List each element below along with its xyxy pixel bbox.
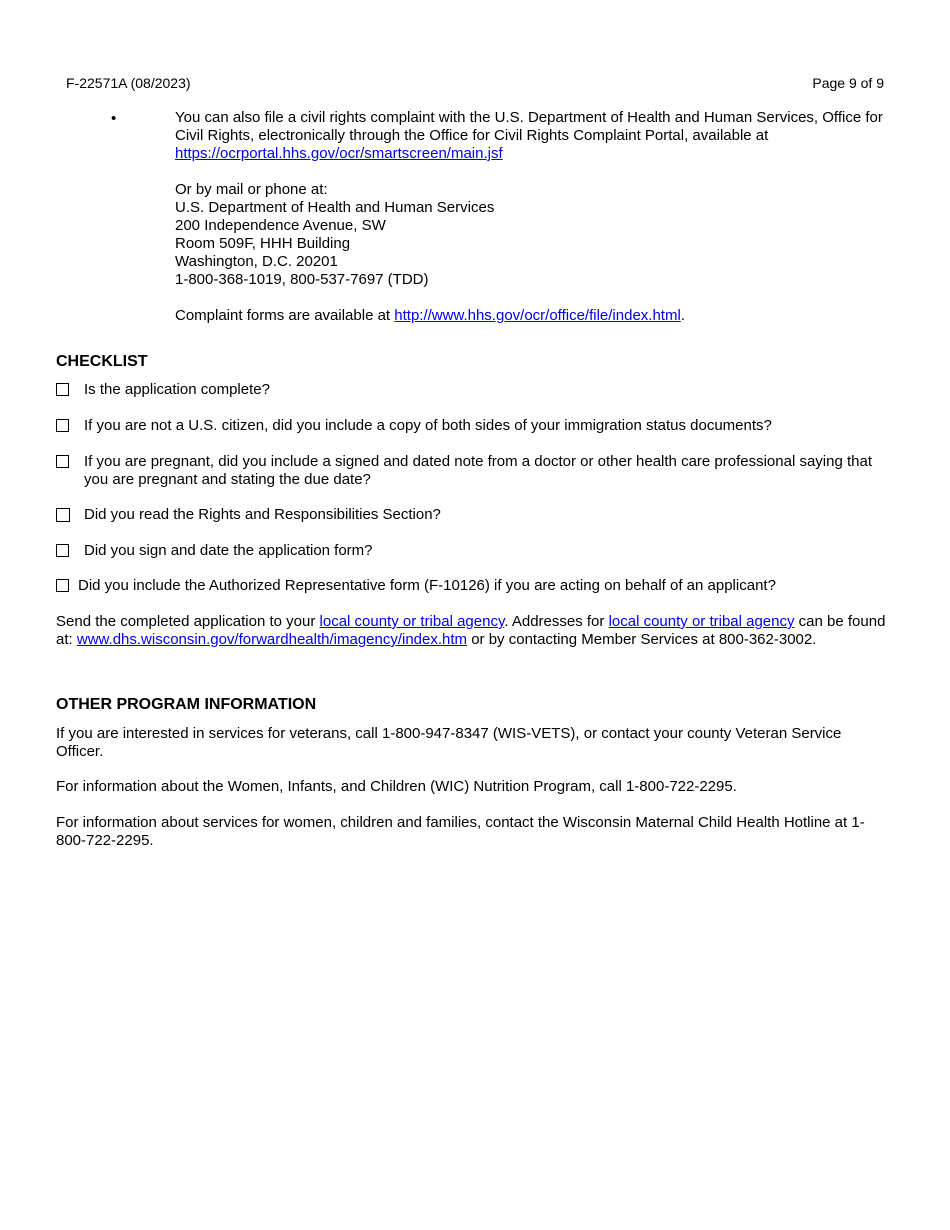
checklist-title: CHECKLIST bbox=[56, 353, 148, 370]
bullet-marker: • bbox=[111, 110, 117, 127]
veterans-info: If you are interested in services for veterans, call 1-800-947-8347 (WIS-VETS), or contact your county Veteran Service Officer. bbox=[56, 725, 842, 760]
document-page: F-22571A (08/2023) Page 9 of 9 • You can also file a civil rights complaint with the U.S. Department of Health and Human Services, Office for Civil Rights, electronically through the Office for Civil Rights Complaint Portal, available at https://ocrportal.hhs.gov/ocr/smartscreen/main.jsf Or by mail or phone at: U.S. Department of Health and Human Services 200 Independence Avenue, SW Room 509F, HHH Building Washington, D.C. 20201 1-800-368-1019, 800-537-7697 (TDD) Complaint forms are available at http://www.hhs.gov/ocr/office/file/index.html. CHECKLIST Is the application complete? If you are not a U.S. citizen, did you include a copy of both sides of your immigration status documents? If you are pregnant, did you include a signed and dated note from a doctor or other health care professional saying that you are pregnant and stating the due date? Did you read the Rights and Responsibilities Section? Did you sign and date the application form? Did you include the Authorized Representative form (F-10126) if you are acting on behalf of an applicant? Send the completed application to your local county or tribal agency. Addresses for local county or tribal agency can be found at: www.dhs.wisconsin.gov/forwardhealth/imagency/index.htm or by contacting Member Services at 800-362-3002. OTHER PROGRAM INFORMATION If you are interested in services for veterans, call 1-800-947-8347 (WIS-VETS), or contact your county Veteran Service Officer. For information about the Women, Infants, and Children (WIC) Nutrition Program, call 1-800-722-2295. For information about services for women, children and families, contact the Wisconsin Maternal Child Health Hotline at 1-800-722-2295. bbox=[0, 0, 950, 1230]
send-instructions: Send the completed application to your local county or tribal agency. Addresses for local county or tribal agency can be found at: www.dhs.wisconsin.gov/forwardhealth/imagency/index.htm or by contacting Member Services at 800-362-3002. bbox=[56, 613, 886, 648]
checkbox[interactable] bbox=[56, 544, 69, 557]
phone-line: 1-800-368-1019, 800-537-7697 (TDD) bbox=[175, 271, 429, 288]
address-line: Washington, D.C. 20201 bbox=[175, 253, 338, 270]
ocr-portal-link[interactable]: https://ocrportal.hhs.gov/ocr/smartscreen/main.jsf bbox=[175, 145, 503, 162]
wic-info: For information about the Women, Infants, and Children (WIC) Nutrition Program, call 1-800-722-2295. bbox=[56, 778, 737, 795]
mail-heading: Or by mail or phone at: bbox=[175, 181, 328, 198]
complaint-block bbox=[175, 109, 895, 325]
checkbox[interactable] bbox=[56, 419, 69, 432]
complaint-forms-link[interactable]: http://www.hhs.gov/ocr/office/file/index.html bbox=[394, 307, 681, 324]
address-line: U.S. Department of Health and Human Services bbox=[175, 199, 495, 216]
county-agency-link[interactable]: local county or tribal agency bbox=[608, 613, 795, 630]
imagency-link[interactable]: www.dhs.wisconsin.gov/forwardhealth/imagency/index.htm bbox=[76, 631, 468, 648]
checkbox[interactable] bbox=[56, 455, 69, 468]
complaint-intro: You can also file a civil rights complaint with the U.S. Department of Health and Human Services, Office for Civil Rights, electronically through the Office for Civil Rights Complaint Portal, available at https://ocrportal.hhs.gov/ocr/smartscreen/main.jsf bbox=[175, 109, 883, 162]
address-line: Room 509F, HHH Building bbox=[175, 235, 351, 252]
page-number: Page 9 of 9 bbox=[812, 75, 884, 91]
complaint-forms-line: Complaint forms are available at http://www.hhs.gov/ocr/office/file/index.html. bbox=[175, 307, 685, 324]
mch-hotline-info: For information about services for women, children and families, contact the Wisconsin Maternal Child Health Hotline at 1-800-722-2295. bbox=[56, 814, 865, 849]
form-id: F-22571A (08/2023) bbox=[66, 75, 191, 91]
checkbox[interactable] bbox=[56, 579, 69, 592]
address-line: 200 Independence Avenue, SW bbox=[175, 217, 386, 234]
other-info-title: OTHER PROGRAM INFORMATION bbox=[56, 696, 317, 713]
checkbox[interactable] bbox=[56, 383, 69, 396]
county-agency-link[interactable]: local county or tribal agency bbox=[319, 613, 505, 630]
checkbox[interactable] bbox=[56, 508, 70, 522]
